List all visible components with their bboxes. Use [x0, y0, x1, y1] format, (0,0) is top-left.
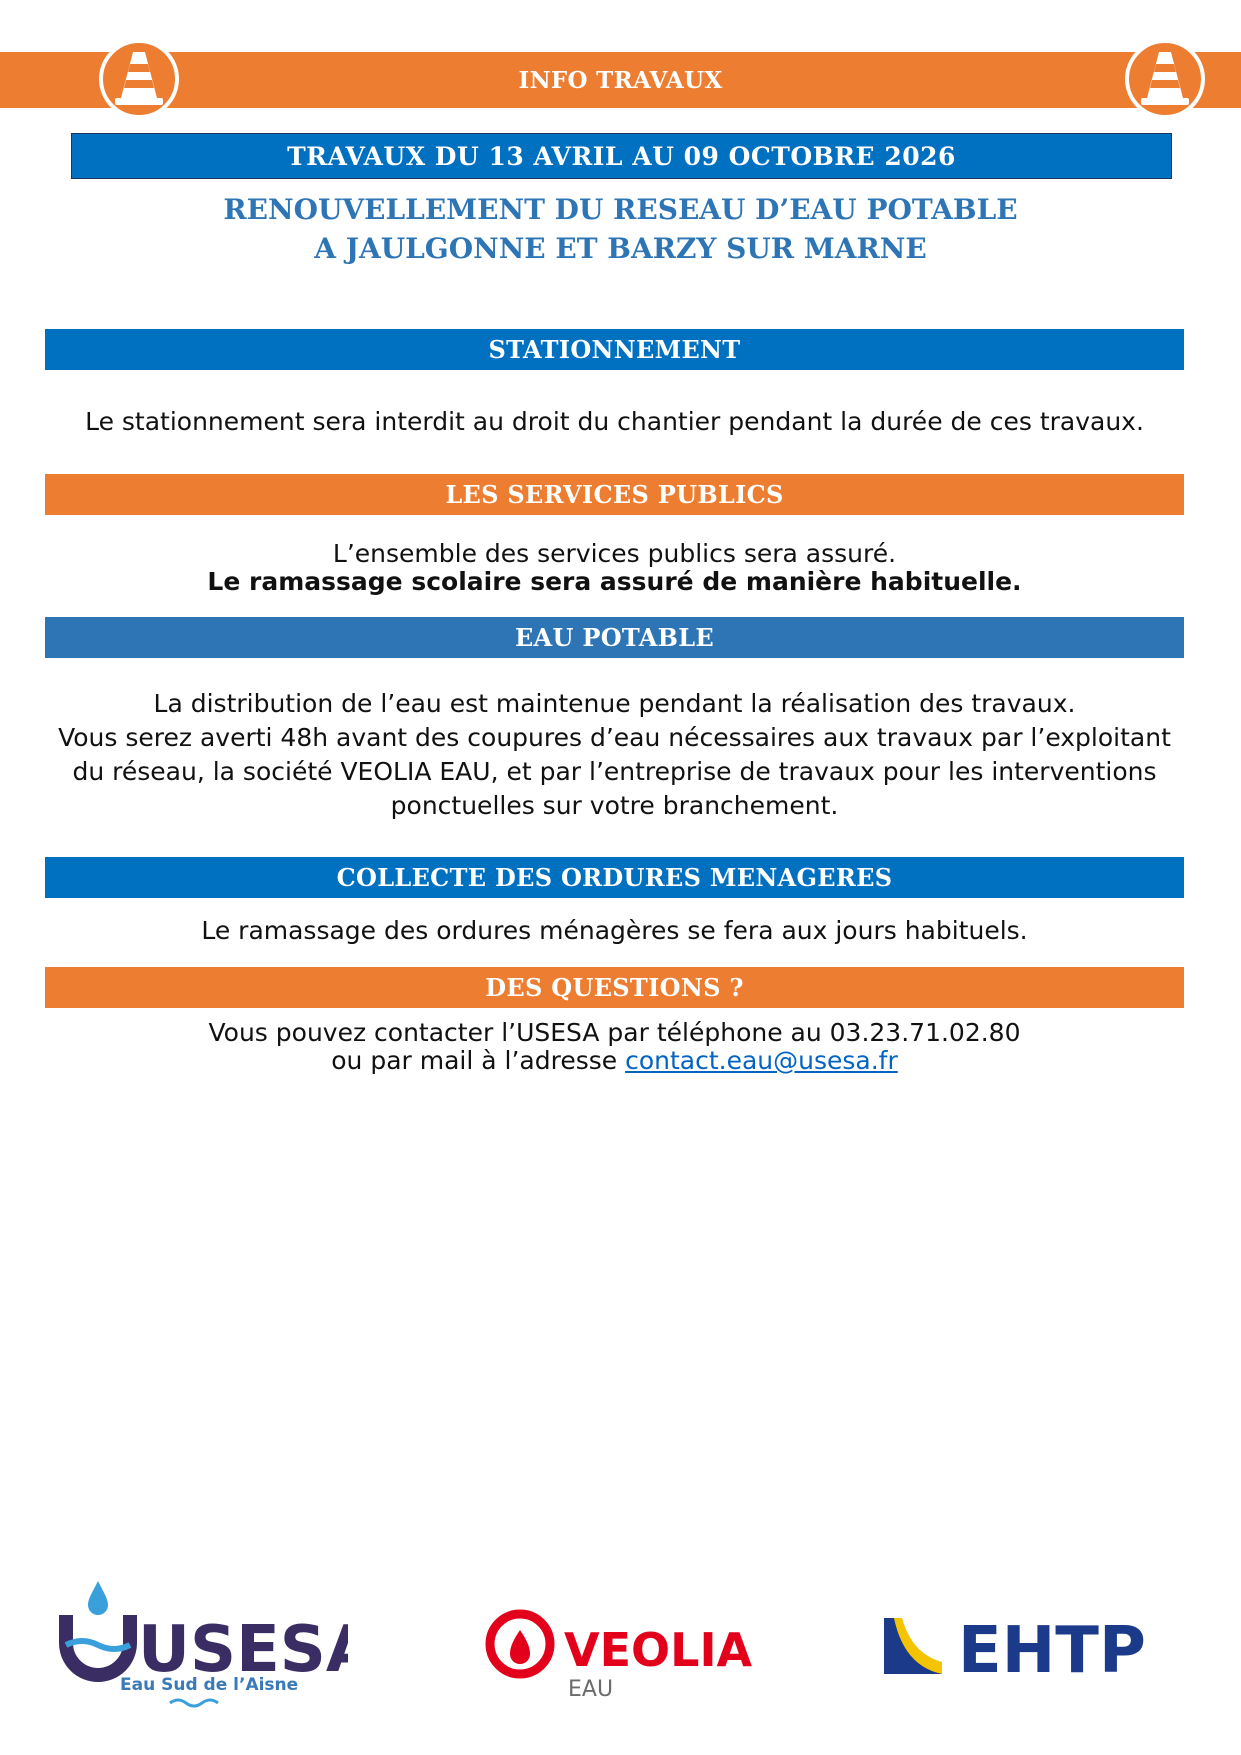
traffic-cone-icon: [1124, 38, 1206, 120]
ehtp-wordmark: EHTP: [958, 1614, 1146, 1678]
band-title: INFO TRAVAUX: [518, 66, 723, 94]
usesa-logo: [58, 1575, 348, 1715]
ordures-text: [45, 914, 1184, 948]
stationnement-line: Le stationnement sera interdit au droit du chantier pendant la durée de ces travaux.: [85, 407, 1144, 436]
veolia-wordmark: VEOLIA: [564, 1623, 753, 1677]
page-title: [60, 190, 1181, 268]
stationnement-text: [45, 405, 1184, 439]
eau-line-2: Vous serez averti 48h avant des coupures d’eau nécessaires aux travaux par l’exploitant: [58, 723, 1171, 752]
services-text: [45, 540, 1184, 596]
title-line-1: RENOUVELLEMENT DU RESEAU D’EAU POTABLE: [223, 193, 1018, 226]
veolia-logo: [484, 1608, 764, 1700]
eau-line-3: du réseau, la société VEOLIA EAU, et par l’entreprise de travaux pour les interventions: [72, 757, 1157, 786]
section-heading-ordures: COLLECTE DES ORDURES MENAGERES: [45, 857, 1184, 898]
questions-line-1: Vous pouvez contacter l’USESA par téléphone au 03.23.71.02.80: [208, 1018, 1021, 1047]
eau-line-4: ponctuelles sur votre branchement.: [390, 791, 839, 820]
eau-potable-text: [45, 687, 1184, 823]
info-travaux-band: [0, 52, 1241, 108]
title-line-2: A JAULGONNE ET BARZY SUR MARNE: [314, 232, 927, 265]
services-line-1: L’ensemble des services publics sera assuré.: [332, 539, 897, 568]
ordures-line: Le ramassage des ordures ménagères se fera aux jours habituels.: [201, 916, 1028, 945]
veolia-sub: EAU: [568, 1677, 614, 1700]
section-heading-services-publics: LES SERVICES PUBLICS: [45, 474, 1184, 515]
section-heading-questions: DES QUESTIONS ?: [45, 967, 1184, 1008]
questions-line-2: [45, 1047, 1184, 1075]
section-heading-eau-potable: EAU POTABLE: [45, 617, 1184, 658]
dates-bar: TRAVAUX DU 13 AVRIL AU 09 OCTOBRE 2026: [71, 133, 1172, 179]
eau-line-1: La distribution de l’eau est maintenue pendant la réalisation des travaux.: [153, 689, 1076, 718]
usesa-tagline: Eau Sud de l’Aisne: [120, 1675, 299, 1695]
questions-text: [45, 1019, 1184, 1075]
email-link[interactable]: contact.eau@usesa.fr: [625, 1046, 898, 1075]
traffic-cone-icon: [98, 38, 180, 120]
questions-line-2-prefix: ou par mail à l’adresse: [331, 1046, 626, 1075]
section-heading-stationnement: STATIONNEMENT: [45, 329, 1184, 370]
ehtp-logo: [884, 1614, 1184, 1678]
services-line-2: Le ramassage scolaire sera assuré de manière habituelle.: [207, 567, 1022, 596]
usesa-wordmark: USES: [138, 1613, 326, 1687]
